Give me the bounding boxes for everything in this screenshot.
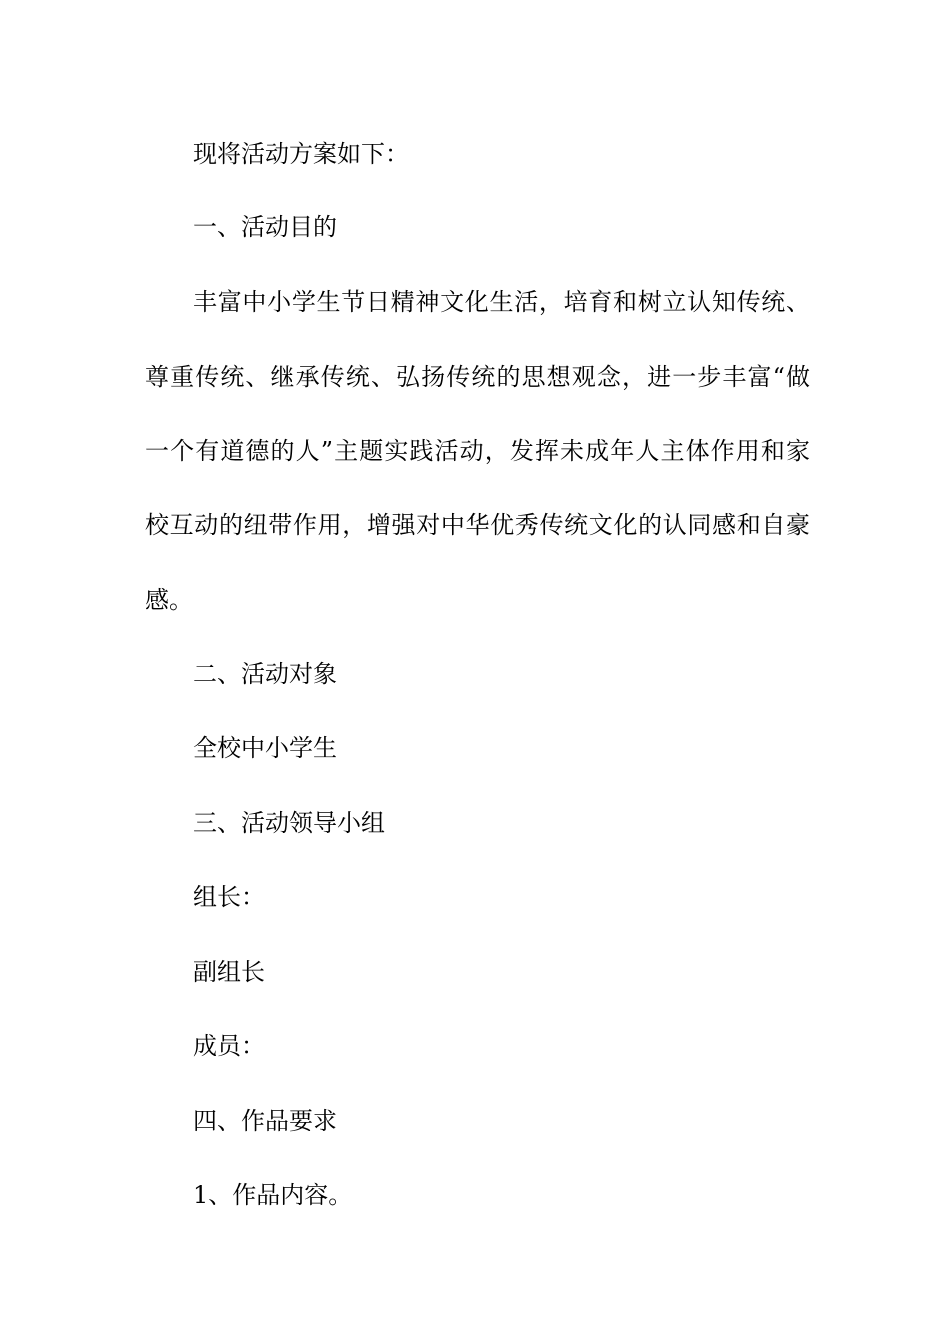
- purpose-paragraph-line-1: 丰富中小学生节日精神文化生活，培育和树立认知传统、: [193, 288, 810, 316]
- purpose-paragraph-line-5: 感。: [145, 586, 193, 614]
- section-heading-target: 二、活动对象: [193, 660, 337, 688]
- intro-line: 现将活动方案如下：: [193, 140, 409, 168]
- requirement-item-1: 1、作品内容。: [193, 1181, 353, 1209]
- section-heading-leadership: 三、活动领导小组: [193, 809, 385, 837]
- purpose-paragraph-line-2: 尊重传统、继承传统、弘扬传统的思想观念，进一步丰富“做: [145, 363, 810, 391]
- purpose-paragraph-line-4: 校互动的纽带作用，增强对中华优秀传统文化的认同感和自豪: [145, 511, 810, 539]
- section-heading-purpose: 一、活动目的: [193, 213, 337, 241]
- section-heading-requirements: 四、作品要求: [193, 1107, 337, 1135]
- target-text: 全校中小学生: [193, 734, 337, 762]
- purpose-paragraph-line-3: 一个有道德的人”主题实践活动，发挥未成年人主体作用和家: [145, 437, 810, 465]
- leader-label: 组长：: [193, 883, 265, 911]
- deputy-leader-label: 副组长: [193, 958, 265, 986]
- members-label: 成员：: [193, 1032, 265, 1060]
